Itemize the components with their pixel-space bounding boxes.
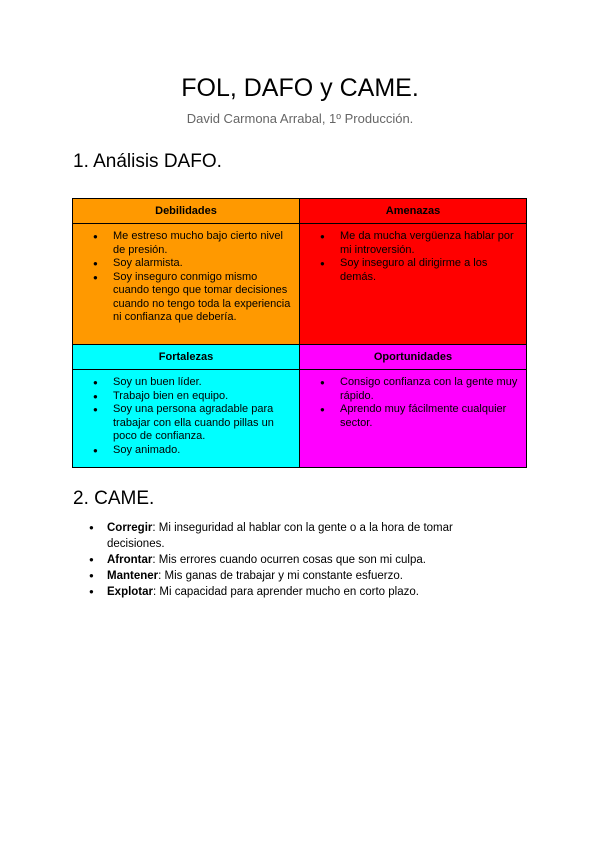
fortalezas-list (73, 376, 293, 457)
amenazas-header: Amenazas (300, 199, 527, 224)
debilidades-list (73, 230, 293, 325)
list-item: ● Me da mucha vergüenza hablar por mi introversión. (340, 230, 520, 257)
came-heading: 2. CAME. (73, 488, 155, 509)
list-item: ● Soy inseguro al dirigirme a los demás. (340, 257, 520, 284)
list-item: ● Soy un buen líder. (113, 376, 293, 390)
list-item: ● Trabajo bien en equipo. (113, 390, 293, 404)
came-text: : Mis errores cuando ocurren cosas que son mi culpa. (152, 554, 426, 566)
came-item-explotar (107, 584, 507, 600)
came-item-mantener (107, 568, 507, 584)
amenazas-cell (300, 224, 527, 345)
oportunidades-cell (300, 370, 527, 468)
dafo-table (72, 198, 527, 468)
came-item-corregir (107, 520, 507, 552)
dafo-heading: 1. Análisis DAFO. (73, 151, 222, 172)
came-text: : Mis ganas de trabajar y mi constante esfuerzo. (158, 570, 403, 582)
fortalezas-header: Fortalezas (73, 345, 300, 370)
came-term: Corregir (107, 522, 153, 534)
came-term: Explotar (107, 586, 154, 598)
debilidades-header: Debilidades (73, 199, 300, 224)
list-item: ● Consigo confianza con la gente muy rápido. (340, 376, 520, 403)
came-text: : Mi capacidad para aprender mucho en corto plazo. (153, 586, 419, 598)
debilidades-cell (73, 224, 300, 345)
list-item: ● Soy inseguro conmigo mismo cuando tengo que tomar decisiones cuando no tengo toda la experiencia ni confianza que debería. (113, 271, 293, 325)
list-item: ● Me estreso mucho bajo cierto nivel de presión. (113, 230, 293, 257)
came-term: Afrontar (107, 554, 153, 566)
amenazas-list (300, 230, 520, 284)
list-item: ● Soy alarmista. (113, 257, 293, 271)
list-item: ● Aprendo muy fácilmente cualquier sector. (340, 403, 520, 430)
came-list (107, 520, 507, 600)
list-item: ● Soy una persona agradable para trabajar con ella cuando pillas un poco de confianza. (113, 403, 293, 444)
came-text: : Mi inseguridad al hablar con la gente o a la hora de tomar decisiones. (107, 522, 453, 550)
list-item: ● Soy animado. (113, 444, 293, 458)
document-subtitle: David Carmona Arrabal, 1º Producción. (186, 111, 414, 126)
came-item-afrontar (107, 552, 507, 568)
document-title: FOL, DAFO y CAME. (181, 74, 419, 102)
came-term: Mantener (107, 570, 159, 582)
oportunidades-list (300, 376, 520, 430)
fortalezas-cell (73, 370, 300, 468)
oportunidades-header: Oportunidades (300, 345, 527, 370)
